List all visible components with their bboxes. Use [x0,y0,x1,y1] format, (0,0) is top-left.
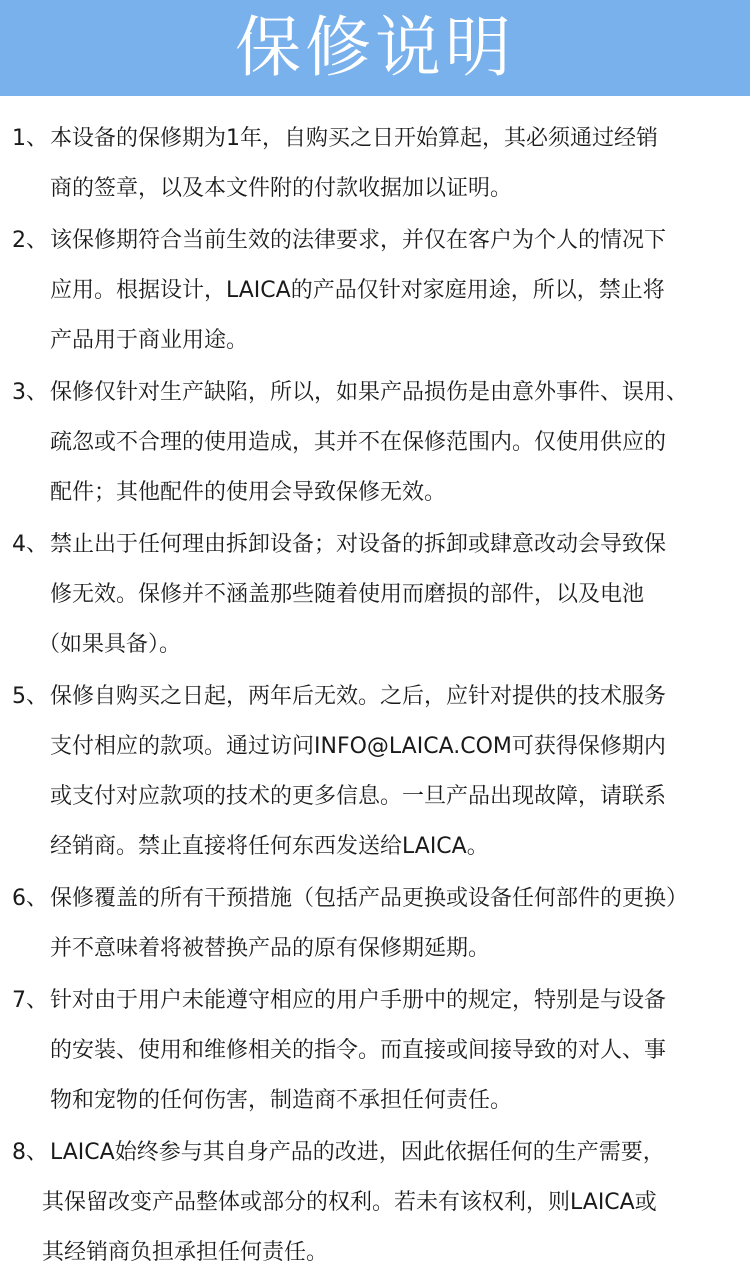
item-line: 物和宠物的任何伤害，制造商不承担任何责任。 [50,1088,513,1113]
list-item [12,520,742,670]
item-line: 或支付对应款项的技术的更多信息。一旦产品出现故障，请联系 [50,784,667,809]
item-line: 保修仅针对生产缺陷，所以，如果产品损伤是由意外事件、误用、 [50,380,689,405]
item-number: 4、 [12,532,48,557]
item-line: 该保修期符合当前生效的法律要求，并仅在客户为个人的情况下 [50,228,667,253]
item-line: 并不意味着将被替换产品的原有保修期延期。 [50,936,491,961]
item-line: LAICA始终参与其自身产品的改进，因此依据任何的生产需要， [50,1140,665,1165]
item-line: 商的签章，以及本文件附的付款收据加以证明。 [50,176,513,201]
header-banner [0,0,750,96]
item-number: 3、 [12,380,48,405]
list-item [12,216,742,366]
list-item [12,976,742,1126]
item-number: 6、 [12,886,48,911]
item-number: 1、 [12,126,48,151]
item-line: 禁止出于任何理由拆卸设备；对设备的拆卸或肆意改动会导致保 [50,532,667,557]
list-item [12,114,742,214]
item-line: 保修覆盖的所有干预措施（包括产品更换或设备任何部件的更换） [50,886,689,911]
item-number: 7、 [12,988,48,1013]
item-line: 的安装、使用和维修相关的指令。而直接或间接导致的对人、事 [50,1038,667,1063]
item-line: 其保留改变产品整体或部分的权利。若未有该权利，则LAICA或 [42,1190,657,1215]
item-line: 配件；其他配件的使用会导致保修无效。 [50,480,447,505]
item-line: 应用。根据设计，LAICA的产品仅针对家庭用途，所以，禁止将 [50,278,665,303]
item-line: 修无效。保修并不涵盖那些随着使用而磨损的部件，以及电池 [50,582,645,607]
warranty-list [0,96,750,1278]
list-item [12,874,742,974]
item-number: 8、 [12,1140,48,1165]
item-line: 支付相应的款项。通过访问INFO@LAICA.COM可获得保修期内 [50,734,666,759]
list-item [12,368,742,518]
list-item [12,1128,742,1278]
item-line: 疏忽或不合理的使用造成，其并不在保修范围内。仅使用供应的 [50,430,667,455]
page-title: 保修说明 [235,9,515,86]
item-number: 5、 [12,684,48,709]
item-line: 保修自购买之日起，两年后无效。之后，应针对提供的技术服务 [50,684,667,709]
item-number: 2、 [12,228,48,253]
item-line: 针对由于用户未能遵守相应的用户手册中的规定，特别是与设备 [50,988,667,1013]
item-line: 其经销商负担承担任何责任。 [42,1240,329,1265]
item-line: 经销商。禁止直接将任何东西发送给LAICA。 [50,834,489,859]
list-item [12,672,742,872]
item-line: （如果具备）。 [38,632,182,657]
item-line: 产品用于商业用途。 [50,328,249,353]
item-line: 本设备的保修期为1年，自购买之日开始算起，其必须通过经销 [50,126,658,151]
